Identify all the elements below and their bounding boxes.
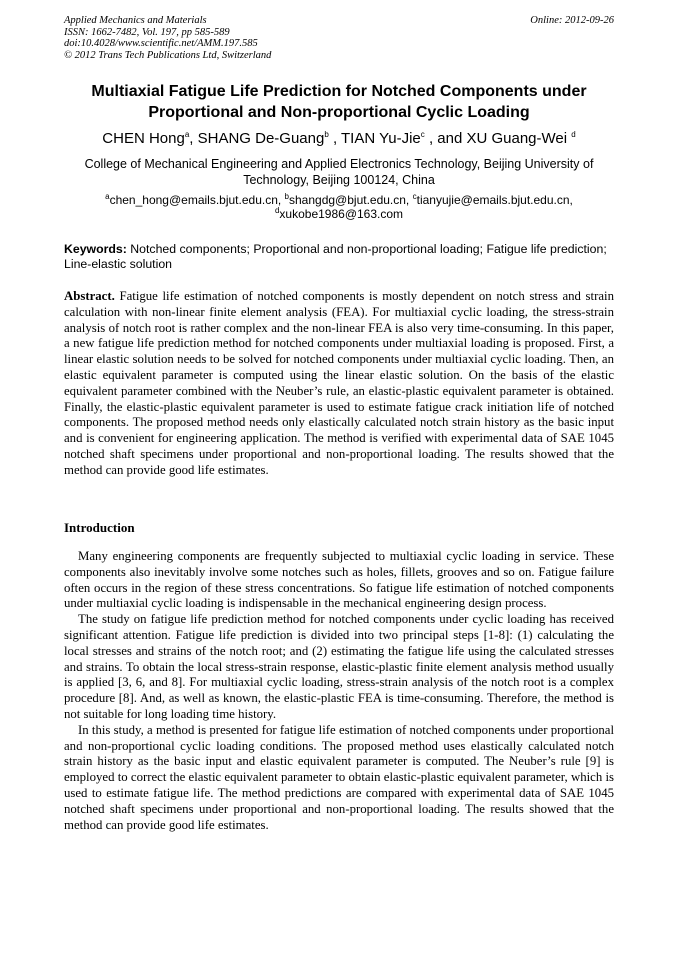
email[interactable]: xukobe1986@163.com — [279, 207, 404, 221]
title-line: Proportional and Non-proportional Cyclic Loading — [148, 104, 530, 121]
paper-title — [40, 81, 638, 123]
introduction-body — [64, 549, 614, 833]
author: XU Guang-Wei $^d$ — [466, 130, 576, 147]
email[interactable]: chen_hong@emails.bjut.edu.cn, — [109, 193, 285, 207]
keywords-label: Keywords: — [64, 242, 127, 256]
author: CHEN Hong$^a$, — [102, 130, 198, 147]
journal-name: Applied Mechanics and Materials — [64, 15, 207, 26]
abstract-label: Abstract. — [64, 289, 115, 303]
paragraph: Many engineering components are frequently subjected to multiaxial cyclic loading in service. These components also inevitably involve some notches such as holes, fillets, grooves and so on. Fatigue failure often occurs in the region of these stress concentrations. So fatigue life estimation of notched components under multiaxial cyclic loading is indispensable in the mechanical engineering design process. — [64, 549, 614, 611]
keywords — [64, 242, 616, 272]
issn: ISSN: 1662-7482, Vol. 197, pp 585-589 — [64, 26, 230, 38]
online-date: Online: 2012-09-26 — [530, 15, 614, 26]
email[interactable]: shangdg@bjut.edu.cn, — [289, 193, 413, 207]
authors — [40, 130, 638, 148]
affiliation: College of Mechanical Engineering and Applied Electronics Technology, Beijing University of Technology, Beijing 100124, China — [84, 157, 594, 187]
author: SHANG De-Guang$^b$ , — [197, 130, 342, 147]
abstract-text: Fatigue life estimation of notched components is mostly dependent on notch stress and strain calculation with non-linear finite element analysis (FEA). For multiaxial cyclic loading, the stress-strain analysis of notch root is rather complex and the non-linear FEA is also very time-consuming. In this paper, a new fatigue life prediction method for notched components under multiaxial loading is proposed. First, a linear elastic solution needs to be solved for notched components under multiaxial cyclic loading. Then, an elastic equivalent parameter is computed using the linear elastic solution. On the basis of the elastic equivalent parameter combined with the Neuber’s rule, an elastic-plastic equivalent parameter is obtained. Finally, the elastic-plastic equivalent parameter is used to estimate fatigue crack initiation life of notched components. The proposed method needs only elastically calculated notch strain history as the basic input and is convenient for engineering application. The method is verified with experimental data of SAE 1045 notched shaft specimens under proportional and non-proportional loading. The results showed that the method can provide good life estimates. — [64, 289, 614, 477]
paragraph: The study on fatigue life prediction method for notched components under cyclic loading has received significant attention. Fatigue life prediction is divided into two principal steps [1-8]: (1) calculating the local stresses and strains of the notch root; and (2) estimating the fatigue life using the calculated stresses and strains. To obtain the local stress-strain response, elastic-plastic finite element analysis method usually is applied [3, 6, and 8]. For multiaxial cyclic loading, stress-strain analysis of the notch root is a complex procedure [8]. And, as well as known, the elastic-plastic FEA is time-consuming. Therefore, the method is not suitable for long loading time history. — [64, 612, 614, 721]
journal-info — [64, 15, 271, 61]
doi: doi:10.4028/www.scientific.net/AMM.197.585 — [64, 38, 258, 49]
keywords-text: Notched components; Proportional and non-proportional loading; Fatigue life prediction; Line-elastic solution — [64, 242, 607, 271]
paragraph: In this study, a method is presented for fatigue life estimation of notched components under proportional and non-proportional cyclic loading conditions. The proposed method uses elastically calculated notch strain history as the basic input and elastic equivalent parameter is computed. The Neuber’s rule [9] is employed to correct the elastic equivalent parameter to obtain elastic-plastic equivalent parameter, which is used to estimate fatigue life. The method predictions are compared with experimental data of SAE 1045 notched shaft specimens under proportional and non-proportional loading. The results showed that the method can provide good life estimates. — [64, 722, 614, 832]
emails: $^a$chen_hong@emails.bjut.edu.cn, $^b$shangdg@bjut.edu.cn, $^c$tianyujie@emails.bjut.edu.cn, $^d$xukobe1986@163.com — [105, 192, 573, 221]
copyright: © 2012 Trans Tech Publications Ltd, Switzerland — [64, 49, 272, 61]
abstract — [64, 289, 614, 479]
email[interactable]: tianyujie@emails.bjut.edu.cn, — [416, 193, 573, 207]
author: TIAN Yu-Jie$^c$ , and — [341, 130, 467, 147]
title-line: Multiaxial Fatigue Life Prediction for Notched Components under — [91, 83, 587, 100]
section-heading: Introduction — [64, 520, 135, 535]
